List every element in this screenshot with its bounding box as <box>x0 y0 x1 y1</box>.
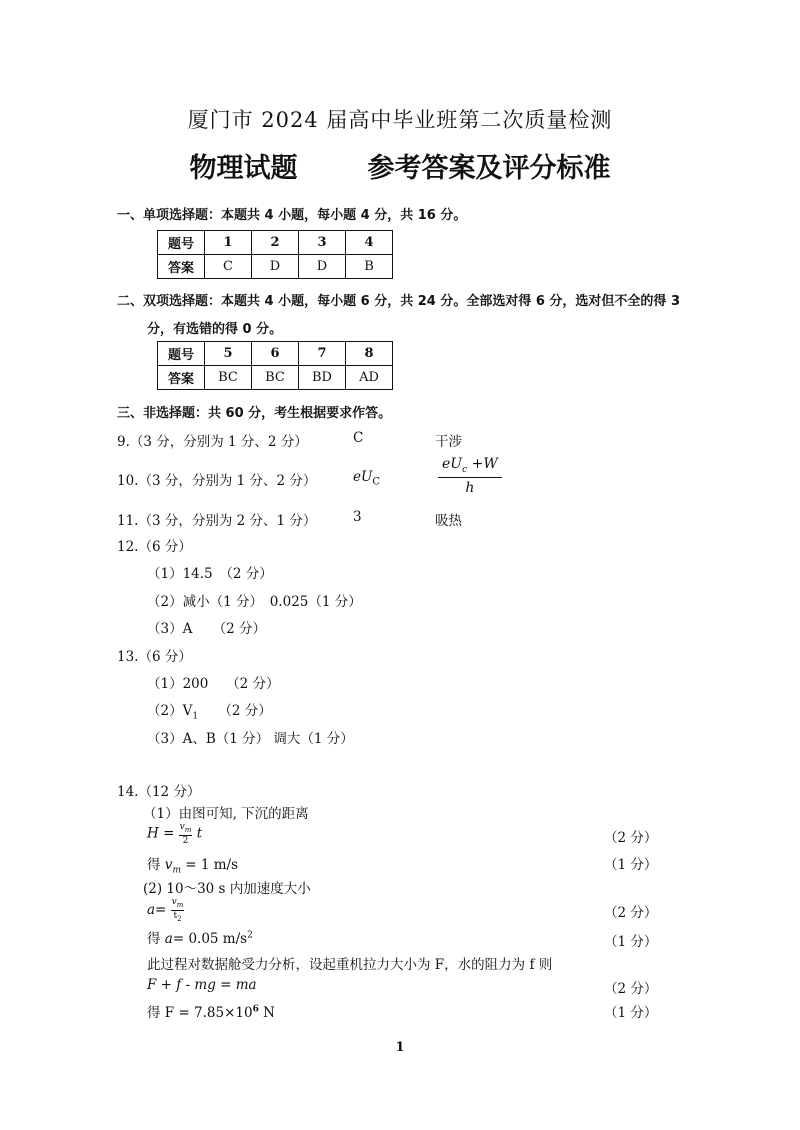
q14-line-8: F + f - mg = ma <box>147 977 257 993</box>
q14-line-5-score: （2 分） <box>604 905 658 921</box>
q14-line-3-pre: 得 <box>147 857 165 873</box>
q14-line-9 <box>147 1001 275 1021</box>
answer-cell: BC <box>252 366 299 390</box>
fraction-denominator: 2 <box>182 835 189 846</box>
q13-line-2-post: （2 分） <box>198 703 272 719</box>
q14-line-2-score: （2 分） <box>604 830 658 846</box>
numerator-main: v <box>179 822 185 832</box>
q10-label: 10.（3 分，分别为 1 分、2 分） <box>117 473 317 489</box>
denominator-main: t <box>173 910 178 921</box>
q14-line-7: 此过程对数据舱受力分析，设起重机拉力大小为 F，水的阻力为 f 则 <box>147 957 553 973</box>
question-number: 5 <box>205 342 252 366</box>
q10-answer-1-subscript: C <box>372 476 381 488</box>
table-row <box>158 255 393 279</box>
question-number-label: 题号 <box>158 342 205 366</box>
q14-line-8-score: （2 分） <box>604 981 658 997</box>
fraction-numerator <box>179 822 193 836</box>
q14-line-3-subscript: m <box>172 865 181 876</box>
question-number: 4 <box>346 231 393 255</box>
numerator-main: v <box>171 897 177 907</box>
q14-line-9-superscript: 6 <box>252 1004 259 1015</box>
numerator-subscript: m <box>176 900 184 909</box>
q11-answer-2: 吸热 <box>435 513 462 529</box>
q14-line-3-var: v <box>164 857 173 873</box>
q14-line-5 <box>147 897 184 924</box>
subtitle-answer-key: 参考答案及评分标准 <box>367 153 611 184</box>
q14-line-3-post: = 1 m/s <box>180 857 239 873</box>
q11-label: 11.（3 分，分别为 2 分、1 分） <box>117 513 317 529</box>
q9-answer-2: 干涉 <box>435 434 462 450</box>
q13-line-2-pre: （2）V <box>147 703 193 719</box>
answer-label: 答案 <box>158 255 205 279</box>
q12-line-2: （2）减小（1 分） 0.025（1 分） <box>147 594 362 610</box>
q14-line-1: （1）由图可知, 下沉的距离 <box>143 806 309 822</box>
q14-line-5-pre: a= <box>147 901 171 918</box>
answer-cell: BC <box>205 366 252 390</box>
q14-line-9-score: （1 分） <box>604 1005 658 1021</box>
q14-line-6-post: = 0.05 m/s <box>172 931 248 947</box>
q14-label: 14.（12 分） <box>117 784 201 800</box>
subtitle-subject: 物理试题 <box>189 153 298 184</box>
fraction-denominator: h <box>465 479 475 496</box>
document-title: 厦门市 2024 届高中毕业班第二次质量检测 <box>187 108 613 132</box>
q10-answer-2-fraction <box>438 456 502 496</box>
q14-line-6-pre: 得 <box>147 931 165 947</box>
q12-line-3: （3）A （2 分） <box>147 621 266 637</box>
q14-line-4: (2) 10～30 s 内加速度大小 <box>143 881 311 897</box>
document-subtitle <box>0 146 800 185</box>
q14-line-2-pre: H = <box>147 825 179 842</box>
q14-line-9-pre: 得 F = 7.85×10 <box>147 1005 253 1021</box>
q11-answer-1: 3 <box>353 509 362 525</box>
q13-line-2 <box>147 699 272 722</box>
q14-line-5-fraction <box>171 897 185 924</box>
q12-label: 12.（6 分） <box>117 539 192 555</box>
q9-label: 9.（3 分，分别为 1 分、2 分） <box>117 434 308 450</box>
q13-line-2-subscript: 1 <box>192 711 199 722</box>
q10-answer-1-main: eU <box>353 469 373 485</box>
answer-label: 答案 <box>158 366 205 390</box>
numerator-subscript: c <box>462 464 468 475</box>
question-number: 8 <box>346 342 393 366</box>
q14-line-3 <box>147 853 238 876</box>
q12-line-1: （1）14.5 （2 分） <box>147 566 273 582</box>
q14-line-6 <box>147 927 253 947</box>
section2-heading-line1: 二、双项选择题：本题共 4 小题，每小题 6 分，共 24 分。全部选对得 6 分，选对但不全的得 3 <box>117 294 681 309</box>
fraction-numerator <box>171 897 185 911</box>
question-number: 1 <box>205 231 252 255</box>
q14-line-6-score: （1 分） <box>604 934 658 950</box>
answer-cell: C <box>205 255 252 279</box>
question-number: 6 <box>252 342 299 366</box>
answer-cell: B <box>346 255 393 279</box>
numerator-tail: +W <box>467 456 498 472</box>
question-number: 7 <box>299 342 346 366</box>
q14-line-2-fraction <box>179 822 193 846</box>
section1-heading: 一、单项选择题：本题共 4 小题，每小题 4 分，共 16 分。 <box>117 208 467 223</box>
q13-line-3: （3）A、B（1 分） 调大（1 分） <box>147 731 354 747</box>
numerator-subscript: m <box>184 825 192 834</box>
answer-cell: D <box>299 255 346 279</box>
q14-line-2 <box>147 822 202 846</box>
denominator-subscript: 2 <box>177 914 182 923</box>
section2-answer-table <box>157 341 393 390</box>
q13-label: 13.（6 分） <box>117 649 192 665</box>
question-number: 2 <box>252 231 299 255</box>
section2-heading-line2: 分，有选错的得 0 分。 <box>147 322 283 337</box>
section3-heading: 三、非选择题：共 60 分，考生根据要求作答。 <box>117 406 392 421</box>
question-number-label: 题号 <box>158 231 205 255</box>
table-row <box>158 342 393 366</box>
q14-line-3-score: （1 分） <box>604 857 658 873</box>
answer-cell: AD <box>346 366 393 390</box>
fraction-numerator <box>438 456 502 478</box>
question-number: 3 <box>299 231 346 255</box>
q14-line-6-superscript: 2 <box>247 930 253 941</box>
page-number: 1 <box>395 1040 405 1055</box>
q10-answer-1 <box>353 469 380 488</box>
section1-answer-table <box>157 230 393 279</box>
q14-line-2-post: t <box>192 825 203 842</box>
fraction-denominator <box>171 911 185 924</box>
q14-line-6-var: a <box>164 931 173 947</box>
q14-line-9-post: N <box>258 1005 275 1021</box>
table-row <box>158 231 393 255</box>
answer-cell: D <box>252 255 299 279</box>
q13-line-1: （1）200 （2 分） <box>147 676 280 692</box>
q9-answer-1: C <box>353 430 364 446</box>
answer-cell: BD <box>299 366 346 390</box>
table-row <box>158 366 393 390</box>
numerator-main: eU <box>442 456 463 472</box>
